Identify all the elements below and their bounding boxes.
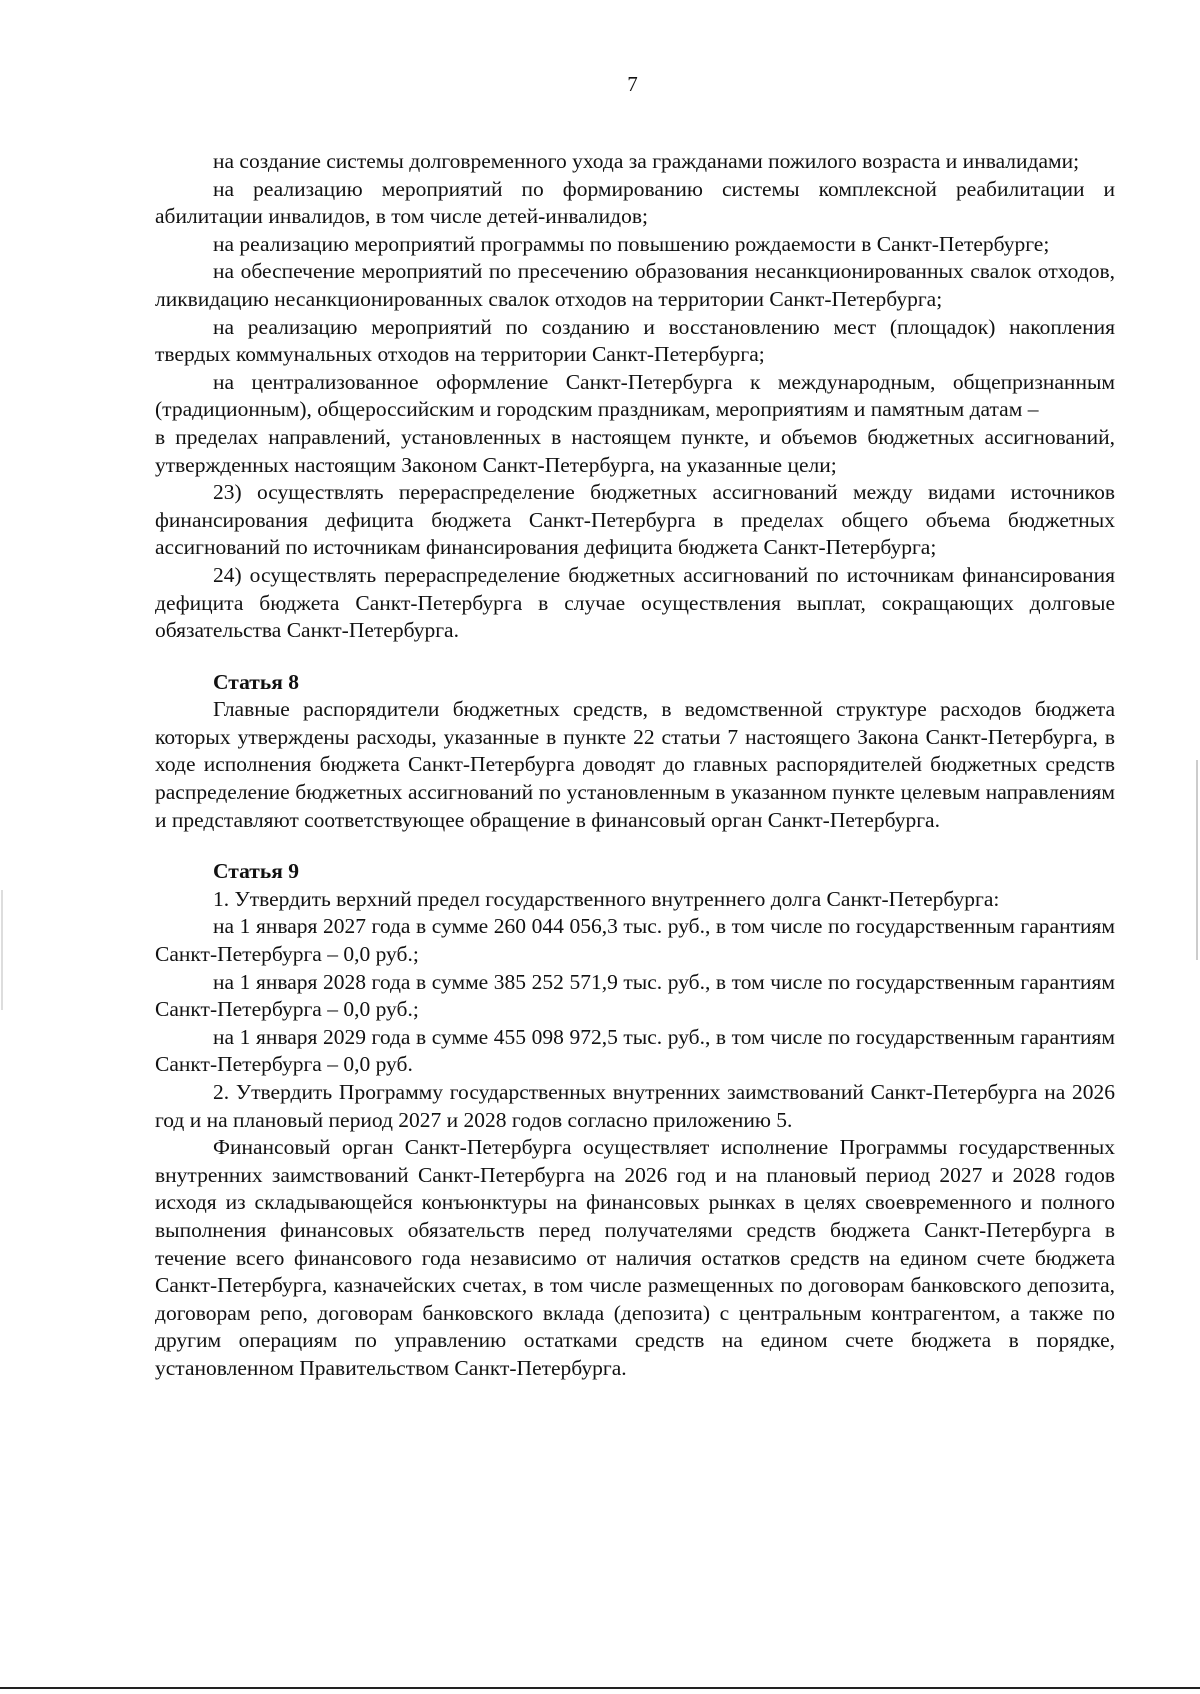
article-9-paragraph: Финансовый орган Санкт-Петербурга осуществляет исполнение Программы государственных внутренних заимствований Санкт-Петербурга на 2026 год и на плановый период 2027 и 2028 годов исходя из складывающейся конъюнктуры на финансовых рынках в целях своевременного и полного выполнения финансовых обязательств перед получателями средств бюджета Санкт-Петербурга в течение всего финансового года независимо от наличия остатков средств на едином счете бюджета Санкт-Петербурга, казначейских счетах, в том числе размещенных по договорам банковского депозита, договорам репо, договорам банковского вклада (депозита) с центральным контрагентом, а также по другим операциям по управлению остатками средств на едином счете бюджета в порядке, установленном Правительством Санкт-Петербурга.: [155, 1135, 1115, 1380]
list-item-23: 23) осуществлять перераспределение бюджетных ассигнований между видами источников финансирования дефицита бюджета Санкт-Петербурга в пределах общего объема бюджетных ассигнований по источникам финансирования дефицита бюджета Санкт-Петербурга;: [155, 480, 1115, 560]
spacer: [155, 834, 1115, 858]
scan-edge-mark: [1, 890, 3, 1010]
article-9-paragraph: 1. Утвердить верхний предел государственного внутреннего долга Санкт-Петербурга:: [213, 886, 1000, 911]
article-9-paragraph: 2. Утвердить Программу государственных внутренних заимствований Санкт-Петербурга на 2026 год и на плановый период 2027 и 2028 годов согласно приложению 5.: [155, 1080, 1115, 1132]
paragraph: на создание системы долговременного ухода за гражданами пожилого возраста и инвалидами;: [213, 149, 1080, 173]
paragraph: на централизованное оформление Санкт-Петербурга к международным, общепризнанным (традиционным), общероссийским и городским праздникам, мероприятиям и памятным датам –: [155, 369, 1115, 422]
list-item-24: 24) осуществлять перераспределение бюджетных ассигнований по источникам финансирования дефицита бюджета Санкт-Петербурга в случае осуществления выплат, сокращающих долговые обязательства Санкт-Петербурга.: [155, 562, 1115, 643]
article-9-paragraph: на 1 января 2028 года в сумме 385 252 571,9 тыс. руб., в том числе по государственным гарантиям Санкт-Петербурга – 0,0 руб.;: [155, 969, 1115, 1022]
article-9-heading: Статья 9: [213, 859, 299, 884]
paragraph: на реализацию мероприятий по формированию системы комплексной реабилитации и абилитации инвалидов, в том числе детей-инвалидов;: [155, 176, 1115, 229]
page-number: 7: [627, 72, 638, 96]
article-8-text: Главные распорядители бюджетных средств, в ведомственной структуре расходов бюджета которых утверждены расходы, указанные в пункте 22 статьи 7 настоящего Закона Санкт-Петербурга, в ходе исполнения бюджета Санкт-Петербурга доводят до главных распорядителей бюджетных средств распределение бюджетных ассигнований по установленным в указанном пункте целевым направлениям и представляют соответствующее обращение в финансовый орган Санкт-Петербурга.: [155, 697, 1115, 832]
scan-edge-mark: [1196, 760, 1198, 960]
paragraph: на реализацию мероприятий программы по повышению рождаемости в Санкт-Петербурге;: [213, 231, 1050, 256]
paragraph: на обеспечение мероприятий по пресечению образования несанкционированных свалок отходов, ликвидацию несанкционированных свалок отходов на территории Санкт-Петербурга;: [155, 259, 1115, 311]
article-8-heading: Статья 8: [213, 669, 299, 694]
document-body: [155, 148, 1115, 1383]
scan-bottom-edge: [0, 1687, 1200, 1689]
closing-paragraph: в пределах направлений, установленных в настоящем пункте, и объемов бюджетных ассигнований, утвержденных настоящим Законом Санкт-Петербурга, на указанные цели;: [155, 424, 1115, 477]
paragraph: на реализацию мероприятий по созданию и восстановлению мест (площадок) накопления твердых коммунальных отходов на территории Санкт-Петербурга;: [155, 314, 1115, 367]
article-9-paragraph: на 1 января 2027 года в сумме 260 044 056,3 тыс. руб., в том числе по государственным гарантиям Санкт-Петербурга – 0,0 руб.;: [155, 914, 1115, 967]
article-9-paragraph: на 1 января 2029 года в сумме 455 098 972,5 тыс. руб., в том числе по государственным гарантиям Санкт-Петербурга – 0,0 руб.: [155, 1024, 1115, 1077]
spacer: [155, 645, 1115, 669]
